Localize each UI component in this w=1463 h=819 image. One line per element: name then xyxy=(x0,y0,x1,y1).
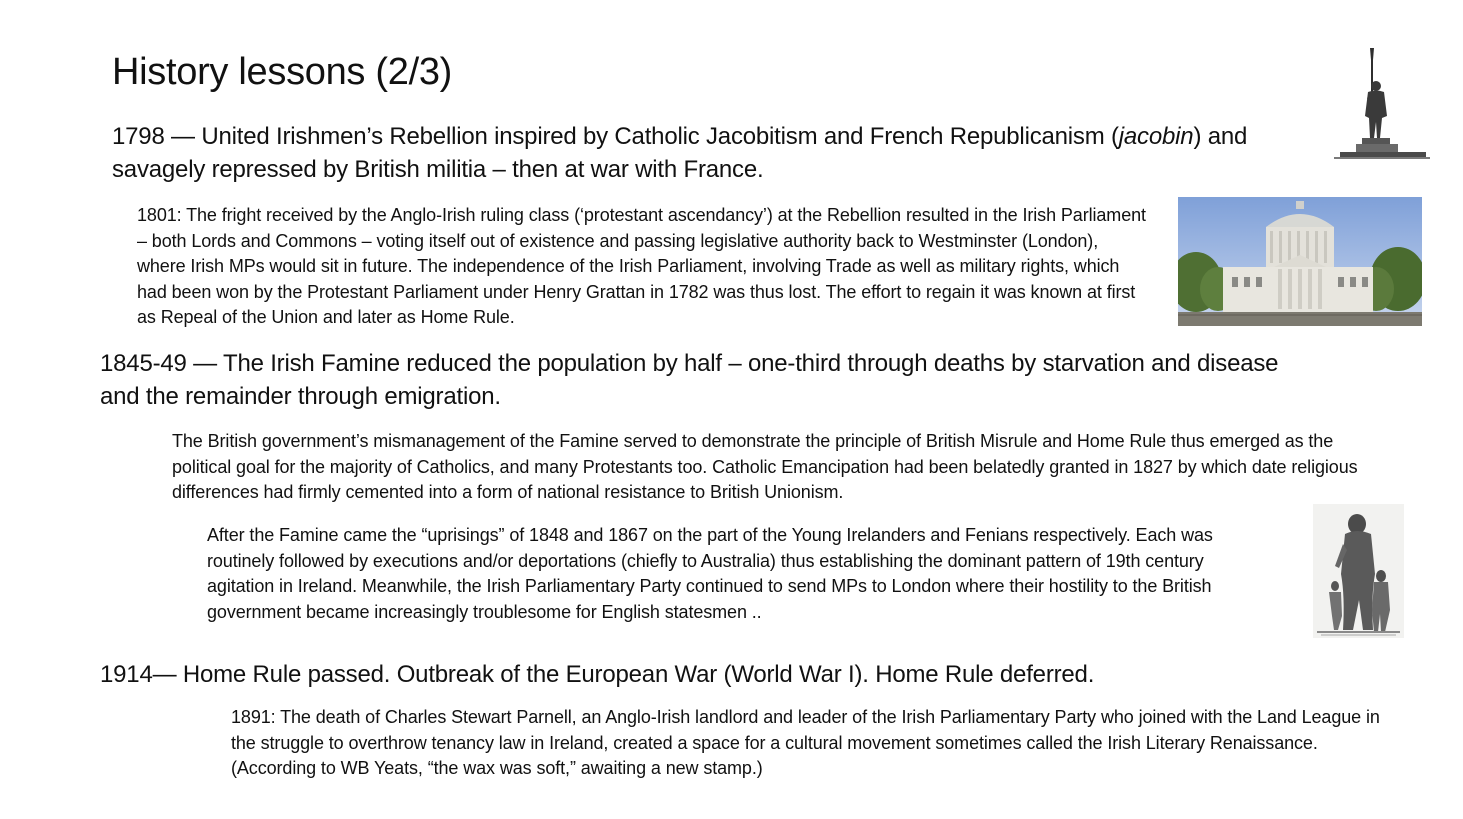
heading-1845-49: 1845-49 — The Irish Famine reduced the population by half – one-third through deaths by starvation and disease and the remainder through emigration. xyxy=(100,350,1279,410)
paragraph-after-famine: After the Famine came the “uprisings” of 1848 and 1867 on the part of the Young Irelanders and Fenians respectively. Each was routinely followed by executions and/or deportations (chiefly to Australia) thus establishing the dominant pattern of 19th century agitation in Ireland. Meanwhile, the Irish Parliamentary Party continued to send MPs to London where their hostility to the British government became increasingly troublesome for English statesmen .. xyxy=(207,525,1213,622)
building-illustration xyxy=(1178,197,1422,326)
paragraph-1801: 1801: The fright received by the Anglo-Irish ruling class (‘protestant ascendancy’) at the Rebellion resulted in the Irish Parliament – both Lords and Commons – voting itself out of existence and passing legislative authority back to Westminster (London), where Irish MPs would sit in future. The independence of the Irish Parliament, involving Trade as well as military rights, which had been won by the Protestant Parliament under Henry Grattan in 1782 was thus lost. The effort to regain it was known at first as Repeal of the Union and later as Home Rule. xyxy=(137,205,1146,328)
four-courts-image xyxy=(1178,197,1422,326)
paragraph-1891: 1891: The death of Charles Stewart Parnell, an Anglo-Irish landlord and leader of the Irish Parliamentary Party who joined with the Land League in the struggle to overthrow tenancy law in Ireland, created a space for a cultural movement sometimes called the Irish Literary Renaissance. (According to WB Yeats, “the wax was soft,” awaiting a new stamp.) xyxy=(231,707,1380,779)
paragraph-british-misrule: The British government’s mismanagement of the Famine served to demonstrate the principle of British Misrule and Home Rule thus emerged as the political goal for the majority of Catholics, and many Protestants too. Catholic Emancipation had been belatedly granted in 1827 by which date religious differences had firmly cemented into a form of national resistance to British Unionism. xyxy=(172,431,1358,503)
statue-illustration xyxy=(1332,46,1432,162)
heading-1914: 1914— Home Rule passed. Outbreak of the European War (World War I). Home Rule deferred. xyxy=(100,661,1095,688)
engraving-illustration xyxy=(1313,504,1404,638)
statue-image xyxy=(1332,46,1432,162)
heading-1798 xyxy=(112,120,1327,186)
heading-1798-text-b: ) and savagely repressed by British militia – then at war with France. xyxy=(112,123,1248,183)
famine-engraving-image xyxy=(1313,504,1404,638)
slide-title: History lessons (2/3) xyxy=(112,51,453,93)
heading-1798-text-a: 1798 — United Irishmen’s Rebellion inspired by Catholic Jacobitism and French Republicanism ( xyxy=(112,123,1119,150)
heading-1798-emphasis: jacobin xyxy=(1118,123,1194,150)
